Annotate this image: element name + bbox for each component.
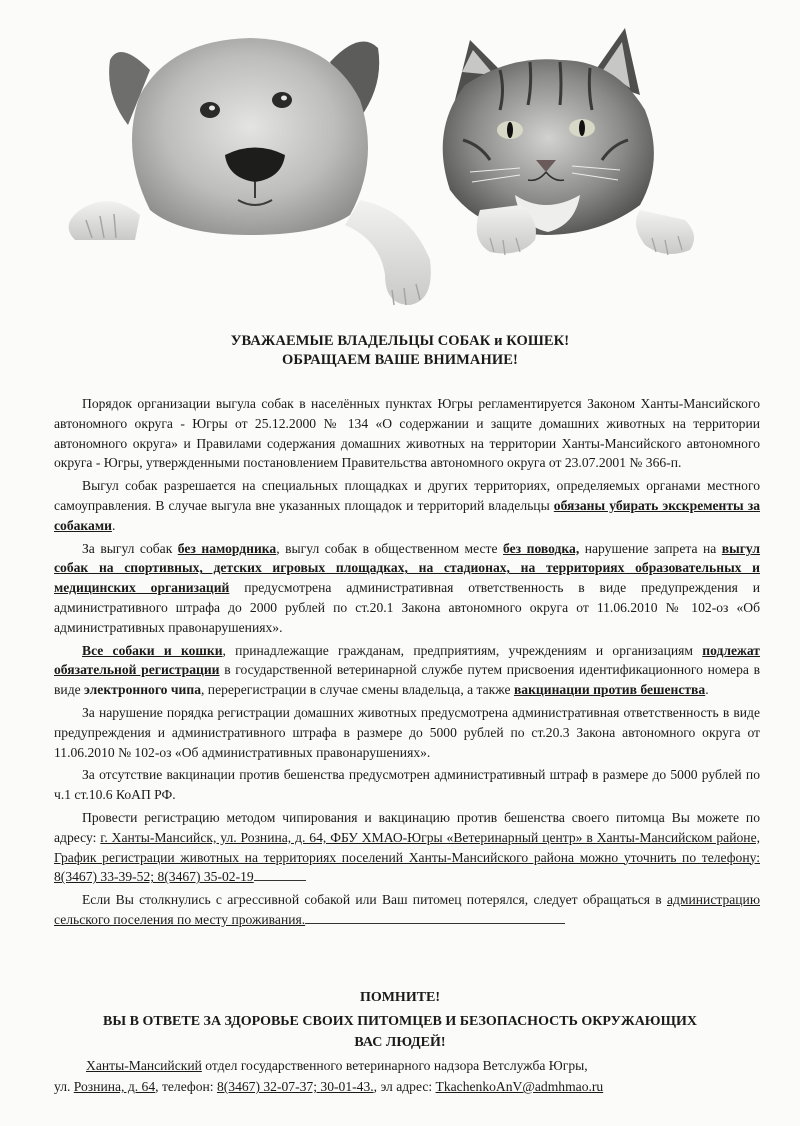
paragraph-registration: Все собаки и кошки, принадлежащие гражданам, предприятиям, учреждениям и организациям подлежат обязательной регистрации в государственной ветеринарной службе путем присвоения идентификационного номера в виде электронного чипа, перерегистрации в случае смены владельца, а также вакцинации против бешенства. [54, 642, 760, 698]
paragraph-walking-areas: Выгул собак разрешается на специальных площадках и других территориях, определяемых органами местного самоуправления. В случае выгула вне указанных площадок и территорий владельцы обязаны убирать экскременты за собаками. [54, 478, 760, 533]
paragraph-registration-fine: За нарушение порядка регистрации домашних животных предусмотрена административная ответственность в виде предупреждения и административного штрафа в размере до 5000 рублей по ст.20.3 Закона автономного округа от 11.06.2010 № 102-оз «Об административных правонарушениях». [54, 704, 760, 760]
contact-department: Ханты-Мансийский отдел государственного ветеринарного надзора Ветслужба Югры, [86, 1058, 588, 1073]
notice-body [54, 394, 760, 930]
paragraph-vaccination-fine: За отсутствие вакцинации против бешенства предусмотрен административный штраф в размере до 5000 рублей по ч.1 ст.10.6 КоАП РФ. [54, 767, 760, 803]
paragraph-penalties: За выгул собак без намордника, выгул собак в общественном месте без поводка, нарушение запрета на выгул собак на спортивных, детских игровых площадках, на стадионах, на территориях образовательных и медицинских организаций предусмотрена административная ответственность в виде предупреждения и административного штрафа до 2000 рублей по ст.20.1 Закона автономного округа от 11.06.2010 № 102-оз «Об административных правонарушениях». [54, 540, 760, 635]
paragraph-law-reference: Порядок организации выгула собак в населённых пунктах Югры регламентируется Законом Ханты-Мансийского автономного округа - Югры от 25.12.2000 № 134 «О содержании и защите домашних животных на территории автономного округа» и Правилами содержания домашних животных на территории Ханты-Мансийского автономного округа - Югры, утвержденными постановлением Правительства автономного округа от 23.07.2001 № 366-п. [54, 396, 760, 471]
contact-details: ул. Рознина, д. 64, телефон: 8(3467) 32-07-37; 30-01-43., эл адрес: TkachenkoAnV@admhmao.ru [54, 1079, 604, 1094]
heading-line-1: УВАЖАЕМЫЕ ВЛАДЕЛЬЦЫ СОБАК и КОШЕК! [230, 333, 570, 349]
paragraph-aggressive-dogs: Если Вы столкнулись с агрессивной собакой или Ваш питомец потерялся, следует обращаться в администрацию сельского поселения по месту проживания. [54, 892, 760, 927]
footer-responsibility-line-1: ВЫ В ОТВЕТЕ ЗА ЗДОРОВЬЕ СВОИХ ПИТОМЦЕВ И БЕЗОПАСНОСТЬ ОКРУЖАЮЩИХ [103, 1014, 697, 1029]
footer-remember: ПОМНИТЕ! [359, 990, 441, 1005]
footer-responsibility-line-2: ВАС ЛЮДЕЙ! [354, 1035, 446, 1050]
dog-and-cat-illustration [0, 0, 800, 320]
heading-line-2: ОБРАЩАЕМ ВАШЕ ВНИМАНИЕ! [282, 352, 518, 368]
contact-email: TkachenkoAnV@admhmao.ru [435, 1079, 604, 1094]
cat-image [443, 28, 694, 255]
paragraph-chipping-address: Провести регистрацию методом чипирования и вакцинацию против бешенства своего питомца Вы можете по адресу: г. Ханты-Мансийск, ул. Рознина, д. 64, ФБУ ХМАО-Югры «Ветеринарный центр» в Ханты-Мансийском районе, График регистрации животных на территориях поселений Ханты-Мансийского района можно уточнить по телефону: 8(3467) 33-39-52; 8(3467) 35-02-19 [54, 809, 760, 885]
dog-image [69, 38, 431, 305]
